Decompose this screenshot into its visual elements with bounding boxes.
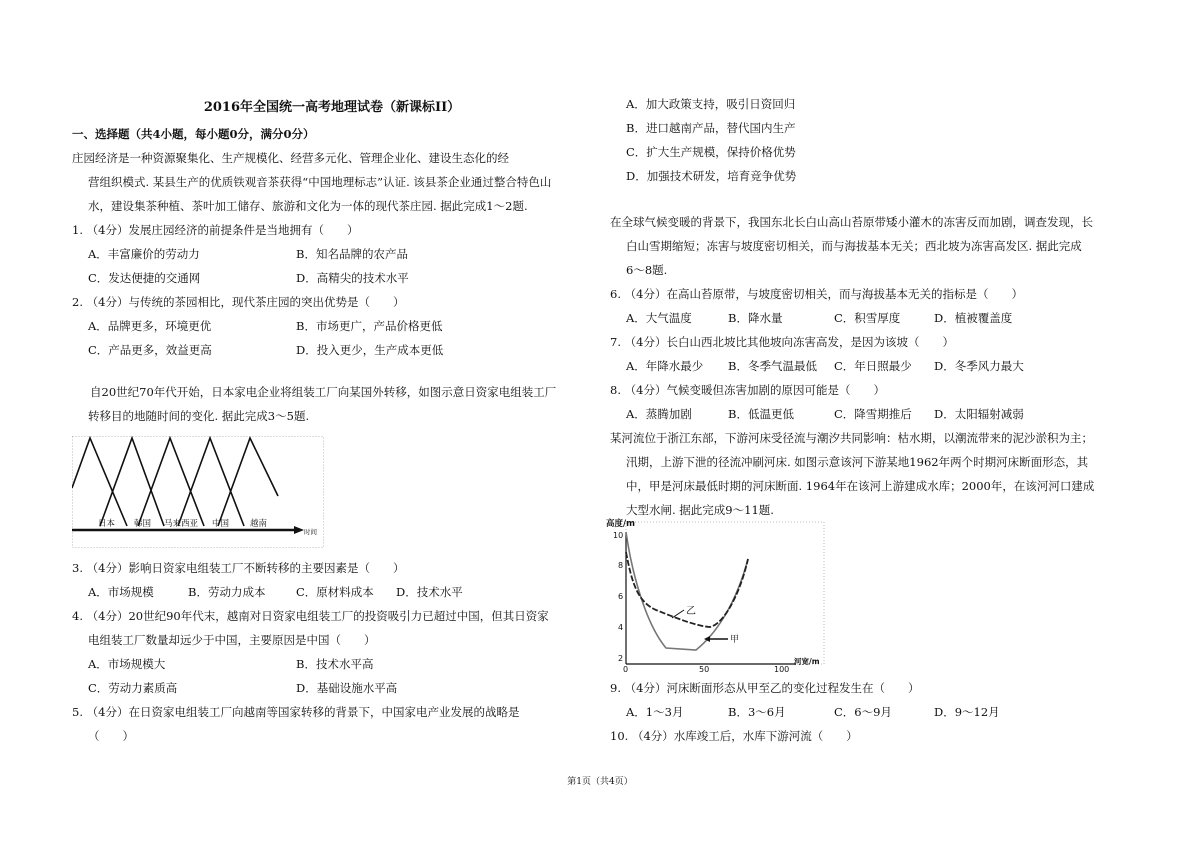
q5-option-b[interactable]: B．进口越南产品，替代国内生产	[626, 121, 796, 135]
q8-option-d[interactable]: D．太阳辐射减弱	[934, 407, 1024, 421]
fig2-ytick-6: 6	[618, 592, 624, 601]
q9-option-a[interactable]: A．1～3月	[626, 705, 684, 719]
q4-stem-line1: 4. （4分）20世纪90年代末，越南对日资家电组装工厂的投资吸引力已超过中国，但其日资家	[72, 609, 549, 623]
q5-option-a[interactable]: A．加大政策支持，吸引日资回归	[626, 97, 796, 111]
intro3-line3: 6～8题.	[626, 263, 668, 277]
fig2-ytick-2: 2	[618, 654, 624, 663]
fig1-label-malaysia: 马来西亚	[164, 519, 199, 529]
fig1-label-korea: 韩国	[134, 519, 152, 529]
q4-option-a[interactable]: A．市场规模大	[88, 657, 166, 671]
intro1-line1: 庄园经济是一种资源聚集化、生产规模化、经营多元化、管理企业化、建设生态化的经	[72, 151, 509, 165]
page-footer: 第1页（共4页）	[567, 777, 633, 787]
intro3-line1: 在全球气候变暖的背景下，我国东北长白山高山苔原带矮小灌木的冻害反而加剧，调查发现，长	[610, 215, 1093, 229]
q5-option-c[interactable]: C．扩大生产规模，保持价格优势	[626, 145, 796, 159]
fig2-ytick-4: 4	[618, 623, 624, 632]
intro1-line2: 营组织模式. 某县生产的优质铁观音茶获得“中国地理标志”认证. 该县茶企业通过整合特色山	[88, 175, 552, 189]
q10-stem: 10. （4分）水库竣工后，水库下游河流（ ）	[610, 729, 858, 743]
q7-stem: 7. （4分）长白山西北坡比其他坡向冻害高发，是因为该坡（ ）	[610, 335, 954, 349]
q7-option-c[interactable]: C．年日照最少	[834, 359, 912, 373]
q8-option-b[interactable]: B．低温更低	[728, 407, 794, 421]
q6-option-c[interactable]: C．积雪厚度	[834, 311, 901, 325]
intro4-line3: 中，甲是河床最低时期的河床断面. 1964年在该河上游建成水库；2000年，在该河河口建成	[626, 479, 1095, 493]
q3-option-d[interactable]: D．技术水平	[396, 585, 463, 599]
intro2-line2: 转移目的地随时间的变化. 据此完成3～5题.	[88, 409, 310, 423]
q7-option-a[interactable]: A．年降水最少	[626, 359, 704, 373]
intro4-line2: 汛期，上游下泄的径流冲刷河床. 如图示意该河下游某地1962年两个时期河床断面形态，其	[626, 455, 1089, 469]
q1-option-a[interactable]: A．丰富廉价的劳动力	[88, 247, 200, 261]
q3-option-c[interactable]: C．原材料成本	[296, 585, 374, 599]
q2-option-b[interactable]: B．市场更广，产品价格更低	[296, 319, 443, 333]
q8-stem: 8. （4分）气候变暖但冻害加剧的原因可能是（ ）	[610, 383, 885, 397]
q2-option-a[interactable]: A．品牌更多，环境更优	[88, 319, 212, 333]
river-section-figure	[606, 514, 828, 672]
q6-option-b[interactable]: B．降水量	[728, 311, 783, 325]
q3-stem: 3. （4分）影响日资家电组装工厂不断转移的主要因素是（ ）	[72, 561, 405, 575]
transfer-figure	[72, 436, 324, 548]
fig2-xtick-0: 0	[623, 665, 629, 672]
section-heading: 一、选择题（共4小题，每小题0分，满分0分）	[72, 127, 315, 141]
fig2-xlabel: 河宽/m	[794, 657, 820, 666]
q2-stem: 2. （4分）与传统的茶园相比，现代茶庄园的突出优势是（ ）	[72, 295, 405, 309]
q6-option-d[interactable]: D．植被覆盖度	[934, 311, 1013, 325]
fig2-ylabel: 高度/m	[606, 519, 635, 529]
q5-stem-line1: 5. （4分）在日资家电组装工厂向越南等国家转移的背景下，中国家电产业发展的战略是	[72, 705, 520, 719]
q3-option-a[interactable]: A．市场规模	[88, 585, 154, 599]
q7-option-d[interactable]: D．冬季风力最大	[934, 359, 1024, 373]
fig2-xtick-50: 50	[699, 665, 710, 672]
q9-option-d[interactable]: D．9～12月	[934, 705, 1000, 719]
q7-option-b[interactable]: B．冬季气温最低	[728, 359, 817, 373]
fig2-label-jia: 甲	[730, 635, 740, 645]
q2-option-c[interactable]: C．产品更多，效益更高	[88, 343, 212, 357]
fig2-ytick-8: 8	[618, 561, 624, 570]
q4-option-b[interactable]: B．技术水平高	[296, 657, 374, 671]
q1-option-b[interactable]: B．知名品牌的农产品	[296, 247, 408, 261]
q2-option-d[interactable]: D．投入更少，生产成本更低	[296, 343, 444, 357]
fig1-axis-label: 时间	[304, 528, 317, 536]
q6-stem: 6. （4分）在高山苔原带，与坡度密切相关，而与海拔基本无关的指标是（ ）	[610, 287, 1023, 301]
q9-stem: 9. （4分）河床断面形态从甲至乙的变化过程发生在（ ）	[610, 681, 920, 695]
q8-option-a[interactable]: A．蒸腾加剧	[626, 407, 692, 421]
fig2-ytick-10: 10	[613, 531, 624, 540]
exam-title: 2016年全国统一高考地理试卷（新课标II）	[203, 100, 461, 115]
q5-stem-line2: （ ）	[88, 729, 134, 743]
intro4-line1: 某河流位于浙江东部，下游河床受径流与潮汐共同影响：枯水期，以潮流带来的泥沙淤积为主；	[610, 431, 1093, 445]
intro1-line3: 水，建设集茶种植、茶叶加工储存、旅游和文化为一体的现代茶庄园. 据此完成1～2题.	[88, 199, 528, 213]
q1-stem: 1. （4分）发展庄园经济的前提条件是当地拥有（ ）	[72, 223, 359, 237]
intro2-line1: 自20世纪70年代开始，日本家电企业将组装工厂向某国外转移，如图示意日资家电组装工厂	[90, 385, 557, 399]
fig1-label-vietnam: 越南	[250, 519, 268, 529]
intro4-line4: 大型水闸. 据此完成9～11题.	[626, 503, 774, 517]
fig1-label-japan: 日本	[98, 519, 116, 529]
fig2-label-yi: 乙	[686, 606, 696, 617]
q3-option-b[interactable]: B．劳动力成本	[188, 585, 266, 599]
q9-option-b[interactable]: B．3～6月	[728, 705, 786, 719]
intro3-line2: 白山雪期缩短；冻害与坡度密切相关，而与海拔基本无关；西北坡为冻害高发区. 据此完成	[626, 239, 1082, 253]
fig2-xtick-100: 100	[774, 665, 790, 672]
curve-jia	[626, 532, 748, 650]
q1-option-c[interactable]: C．发达便捷的交通网	[88, 271, 201, 285]
q4-option-d[interactable]: D．基础设施水平高	[296, 681, 398, 695]
q4-stem-line2: 电组装工厂数量却远少于中国，主要原因是中国（ ）	[88, 633, 376, 647]
fig1-label-china: 中国	[212, 519, 230, 529]
q5-option-d[interactable]: D．加强技术研发，培育竞争优势	[626, 169, 797, 183]
q1-option-d[interactable]: D．高精尖的技术水平	[296, 271, 409, 285]
q6-option-a[interactable]: A．大气温度	[626, 311, 692, 325]
q4-option-c[interactable]: C．劳动力素质高	[88, 681, 178, 695]
q9-option-c[interactable]: C．6～9月	[834, 705, 892, 719]
q8-option-c[interactable]: C．降雪期推后	[834, 407, 912, 421]
